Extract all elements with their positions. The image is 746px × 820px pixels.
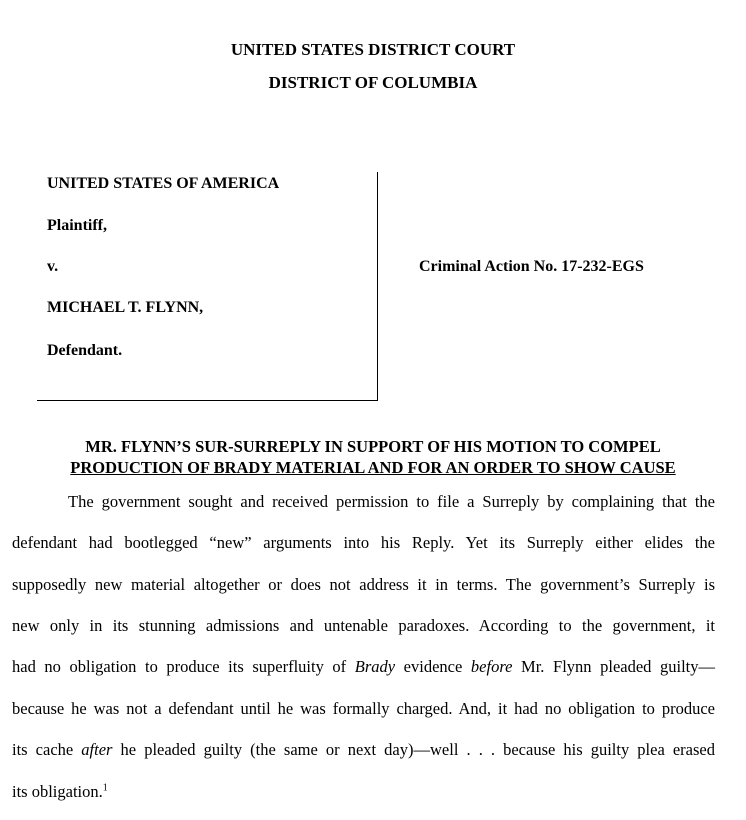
defendant-name: MICHAEL T. FLYNN,: [47, 299, 204, 316]
body-line-3: supposedly new material altogether or does not address it in terms. The government’s Surreply is: [12, 575, 715, 594]
title-line-1: MR. FLYNN’S SUR-SURREPLY IN SUPPORT OF HIS MOTION TO COMPEL: [85, 437, 661, 456]
versus: v.: [47, 258, 59, 275]
text-run: had no obligation to produce its superfluity of: [12, 657, 347, 676]
caption-divider-horizontal: [37, 400, 378, 401]
defendant-role: Defendant.: [47, 342, 123, 359]
court-name: UNITED STATES DISTRICT COURT: [230, 40, 516, 59]
footnote-ref[interactable]: 1: [102, 782, 108, 794]
text-run: its obligation.: [12, 782, 103, 801]
body-line-2: defendant had bootlegged “new” arguments into his Reply. Yet its Surreply either elides the: [12, 533, 715, 552]
district-name: DISTRICT OF COLUMBIA: [268, 73, 478, 92]
body-line-8: [12, 782, 715, 802]
text-run: evidence: [403, 657, 463, 676]
body-line-6: because he was not a defendant until he was formally charged. And, it had no obligation to produce: [12, 699, 715, 718]
caption-divider-vertical: [377, 172, 378, 401]
text-run: Mr. Flynn pleaded guilty—: [521, 657, 716, 676]
body-line-5: [12, 657, 715, 677]
body-line-4: new only in its stunning admissions and untenable paradoxes. According to the government, it: [12, 616, 715, 635]
text-run: its cache: [12, 740, 74, 759]
case-number: Criminal Action No. 17-232-EGS: [419, 258, 644, 275]
plaintiff-name: UNITED STATES OF AMERICA: [47, 175, 280, 192]
text-run: he pleaded guilty (the same or next day)—well . . . because his guilty plea erased: [120, 740, 715, 759]
after-emphasis: after: [81, 740, 113, 759]
body-line-1: The government sought and received permission to file a Surreply by complaining that the: [68, 492, 715, 511]
brady-emphasis: Brady: [354, 657, 396, 676]
title-line-2: PRODUCTION OF BRADY MATERIAL AND FOR AN ORDER TO SHOW CAUSE: [70, 458, 676, 477]
body-line-7: [12, 740, 715, 760]
plaintiff-role: Plaintiff,: [47, 217, 107, 234]
before-emphasis: before: [470, 657, 513, 676]
